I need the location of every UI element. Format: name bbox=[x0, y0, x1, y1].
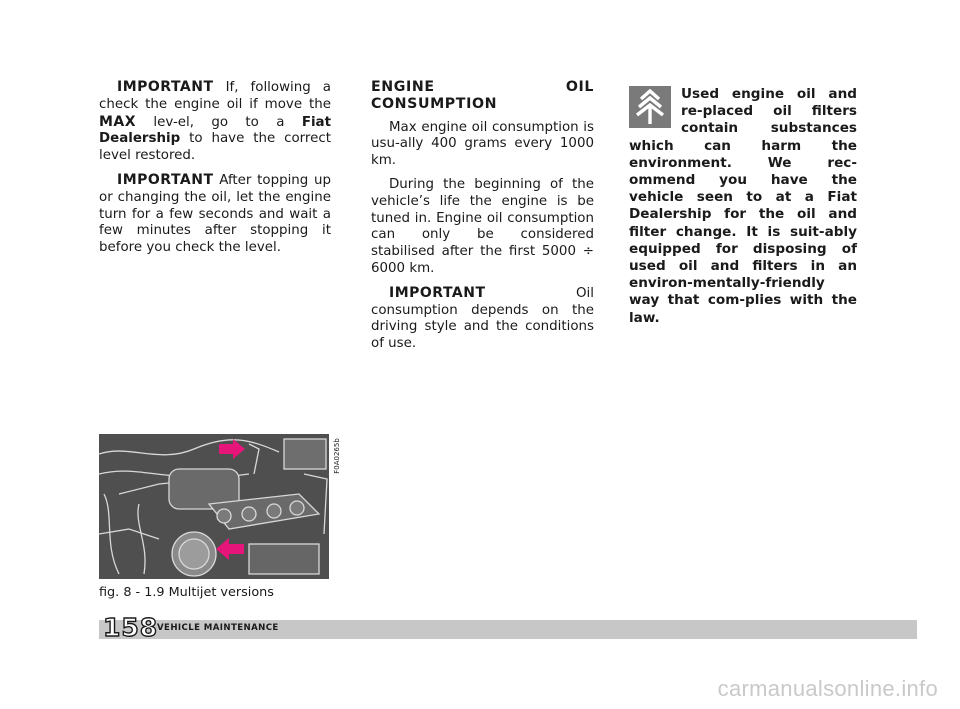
engine-illustration bbox=[99, 434, 329, 579]
watermark: carmanualsonline.info bbox=[717, 676, 938, 701]
column-middle bbox=[371, 79, 594, 360]
note-text: Oil consumption depends on the driving style and the conditions of use. bbox=[371, 285, 594, 352]
column-left bbox=[99, 79, 331, 264]
important-note-2 bbox=[99, 172, 331, 257]
environment-text: Used engine oil and re-placed oil filters contain substances which can harm the environment. We rec-ommend you have the vehicle seen to at a Fiat Dealership for the oil and filter change. It is suit-ably equipped for disposing of used oil and filters in an environ-mentally-friendly way that com-plies with the law. bbox=[629, 86, 857, 326]
figure-code bbox=[333, 436, 343, 476]
paragraph: Max engine oil consumption is usu-ally 400 grams every 1000 km. bbox=[371, 119, 594, 169]
section-title: VEHICLE MAINTENANCE bbox=[157, 623, 279, 633]
dealership-label: Fiat Dealership bbox=[99, 114, 331, 147]
engine-figure bbox=[99, 434, 329, 579]
page-number: 158 bbox=[103, 613, 159, 642]
important-label: IMPORTANT bbox=[117, 171, 214, 188]
figure-caption: fig. 8 - 1.9 Multijet versions bbox=[99, 585, 274, 600]
paragraph: During the beginning of the vehicle’s life the engine is be tuned in. Engine oil consumption can only be considered stabilised after the first 5000 ÷ 6000 km. bbox=[371, 176, 594, 276]
environment-notice bbox=[629, 86, 857, 334]
important-label: IMPORTANT bbox=[389, 284, 486, 301]
section-heading: ENGINE OIL CONSUMPTION bbox=[371, 79, 594, 112]
figure-code-text: F0A0265b bbox=[332, 438, 341, 474]
important-label: IMPORTANT bbox=[117, 79, 214, 95]
environment-tree-icon bbox=[629, 86, 671, 128]
important-note-3 bbox=[371, 285, 594, 353]
note-text: to have the correct level restored. bbox=[99, 131, 331, 164]
note-text: lev-el, go to a bbox=[136, 114, 302, 130]
note-text: If, following a check the engine oil if move the bbox=[99, 80, 331, 112]
max-label: MAX bbox=[99, 113, 137, 130]
note-text: After topping up or changing the oil, let the engine turn for a few seconds and wait a few minutes after stopping it before you check the level. bbox=[99, 172, 331, 256]
important-note-1 bbox=[99, 79, 331, 165]
